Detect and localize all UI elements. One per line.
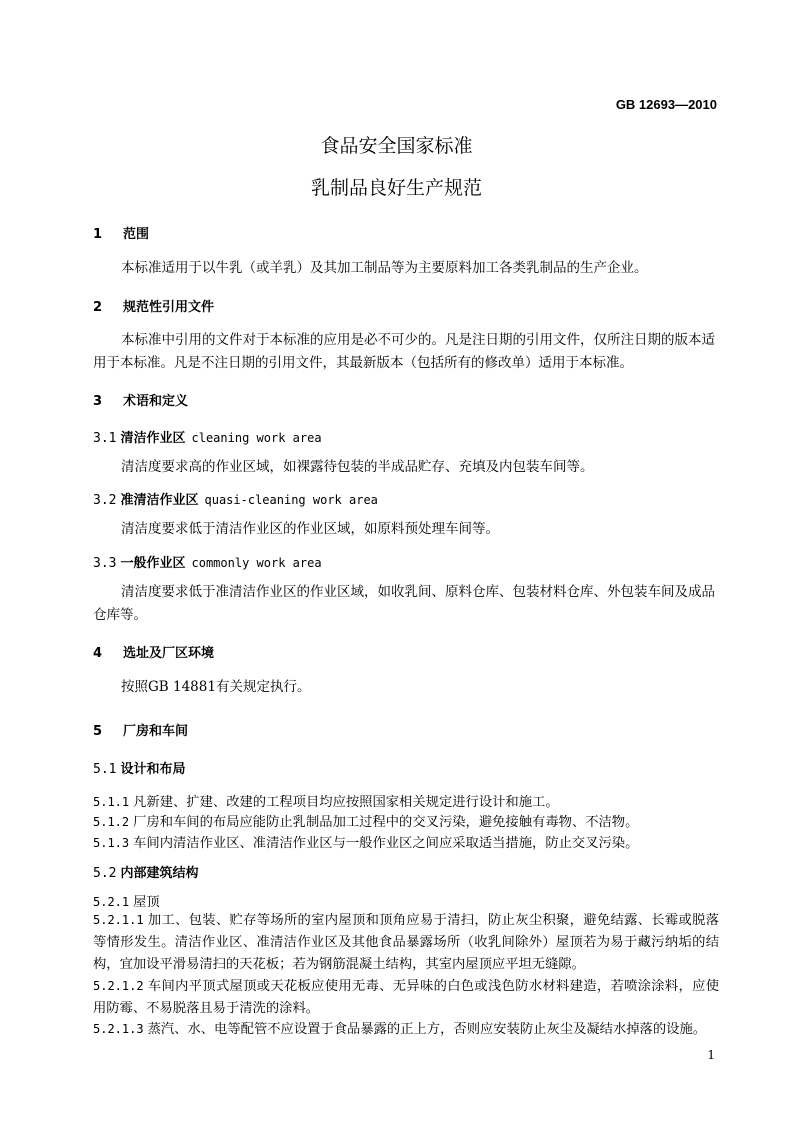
- term-number: 3.1: [93, 431, 117, 446]
- term-3-3-definition: 清洁度要求低于准清洁作业区的作业区域，如收乳间、原料仓库、包装材料仓库、外包装车间及成品仓库等。: [93, 584, 715, 623]
- term-3-3-heading: [93, 552, 322, 571]
- section-2-heading: [93, 296, 214, 315]
- section-title: 术语和定义: [123, 394, 189, 409]
- term-number: 3.2: [93, 493, 117, 508]
- subsection-number: 5.2.1: [93, 895, 130, 909]
- term-en: quasi-cleaning work area: [204, 493, 378, 507]
- title-line-1: 食品安全国家标准: [320, 135, 473, 157]
- clause-number: 5.1.3: [93, 836, 130, 850]
- section-4-heading: [93, 642, 214, 661]
- clause-number: 5.2.1.1: [93, 913, 144, 927]
- clause-text: 蒸汽、水、电等配管不应设置于食品暴露的正上方，否则应安装防止灰尘及凝结水掉落的设施。: [147, 1022, 707, 1037]
- term-3-2-heading: [93, 489, 378, 508]
- section-1-heading: [93, 223, 149, 242]
- term-3-1-definition: 清洁度要求高的作业区域，如裸露待包装的半成品贮存、充填及内包装车间等。: [121, 459, 594, 475]
- clause-5-2-1-3: [93, 1018, 719, 1041]
- term-zh: 一般作业区: [120, 556, 186, 571]
- section-number: 4: [93, 646, 103, 661]
- clause-number: 5.1.2: [93, 815, 130, 829]
- clause-text: 加工、包装、贮存等场所的室内屋顶和顶角应易于清扫，防止灰尘积聚，避免结露、长霉或脱落等情形发生。清洁作业区、准清洁作业区及其他食品暴露场所（收乳间除外）屋顶若为易于藏污纳垢的结构，宜加设平滑易清扫的天花板；若为钢筋混凝土结构，其室内屋顶应平坦无缝隙。: [93, 913, 719, 972]
- subsection-5-2-heading: [93, 862, 199, 881]
- section-number: 3: [93, 394, 103, 409]
- term-3-1-heading: [93, 427, 322, 446]
- title-line-2: 乳制品良好生产规范: [310, 177, 482, 199]
- term-3-2-definition: 清洁度要求低于清洁作业区的作业区域，如原料预处理车间等。: [121, 521, 499, 537]
- term-en: commonly work area: [191, 556, 322, 570]
- section-title: 厂房和车间: [123, 724, 189, 739]
- subsection-title: 内部建筑结构: [120, 866, 199, 881]
- standard-code: GB 12693—2010: [615, 97, 717, 112]
- term-number: 3.3: [93, 556, 117, 571]
- section-2-text: 本标准中引用的文件对于本标准的应用是必不可少的。凡是注日期的引用文件，仅所注日期的版本适用于本标准。凡是不注日期的引用文件，其最新版本（包括所有的修改单）适用于本标准。: [93, 332, 715, 371]
- section-3-heading: [93, 390, 188, 409]
- subsection-number: 5.2: [93, 866, 117, 881]
- section-title: 选址及厂区环境: [123, 646, 215, 661]
- section-title: 范围: [123, 227, 150, 242]
- section-title: 规范性引用文件: [123, 300, 215, 315]
- clause-5-2-1-1: [93, 909, 719, 976]
- section-4-text: 按照GB 14881有关规定执行。: [121, 679, 311, 695]
- section-1-text: 本标准适用于以牛乳（或羊乳）及其加工制品等为主要原料加工各类乳制品的生产企业。: [121, 260, 648, 276]
- clause-number: 5.2.1.3: [93, 1022, 144, 1036]
- clause-5-1-2: [93, 811, 638, 830]
- subsection-title: 设计和布局: [120, 762, 186, 777]
- section-number: 2: [93, 300, 103, 315]
- subsection-title: 屋顶: [133, 895, 160, 910]
- subsection-5-2-1-heading: [93, 891, 160, 910]
- section-number: 5: [93, 724, 103, 739]
- clause-text: 厂房和车间的布局应能防止乳制品加工过程中的交叉污染，避免接触有毒物、不洁物。: [133, 815, 639, 830]
- clause-number: 5.1.1: [93, 795, 130, 809]
- subsection-5-1-heading: [93, 758, 186, 777]
- term-zh: 准清洁作业区: [120, 493, 199, 508]
- clause-text: 凡新建、扩建、改建的工程项目均应按照国家相关规定进行设计和施工。: [133, 795, 559, 810]
- term-en: cleaning work area: [191, 431, 322, 445]
- clause-5-1-3: [93, 832, 638, 851]
- term-zh: 清洁作业区: [120, 431, 186, 446]
- clause-text: 车间内清洁作业区、准清洁作业区与一般作业区之间应采取适当措施，防止交叉污染。: [133, 836, 639, 851]
- section-number: 1: [93, 227, 103, 242]
- clause-text: 车间内平顶式屋顶或天花板应使用无毒、无异味的白色或浅色防水材料建造，若喷涂涂料，应使用防霉、不易脱落且易于清洗的涂料。: [93, 979, 719, 1016]
- section-5-heading: [93, 720, 188, 739]
- clause-number: 5.2.1.2: [93, 979, 144, 993]
- page-number: 1: [707, 1048, 715, 1062]
- clause-5-1-1: [93, 791, 559, 810]
- clause-5-2-1-2: [93, 975, 719, 1020]
- subsection-number: 5.1: [93, 762, 117, 777]
